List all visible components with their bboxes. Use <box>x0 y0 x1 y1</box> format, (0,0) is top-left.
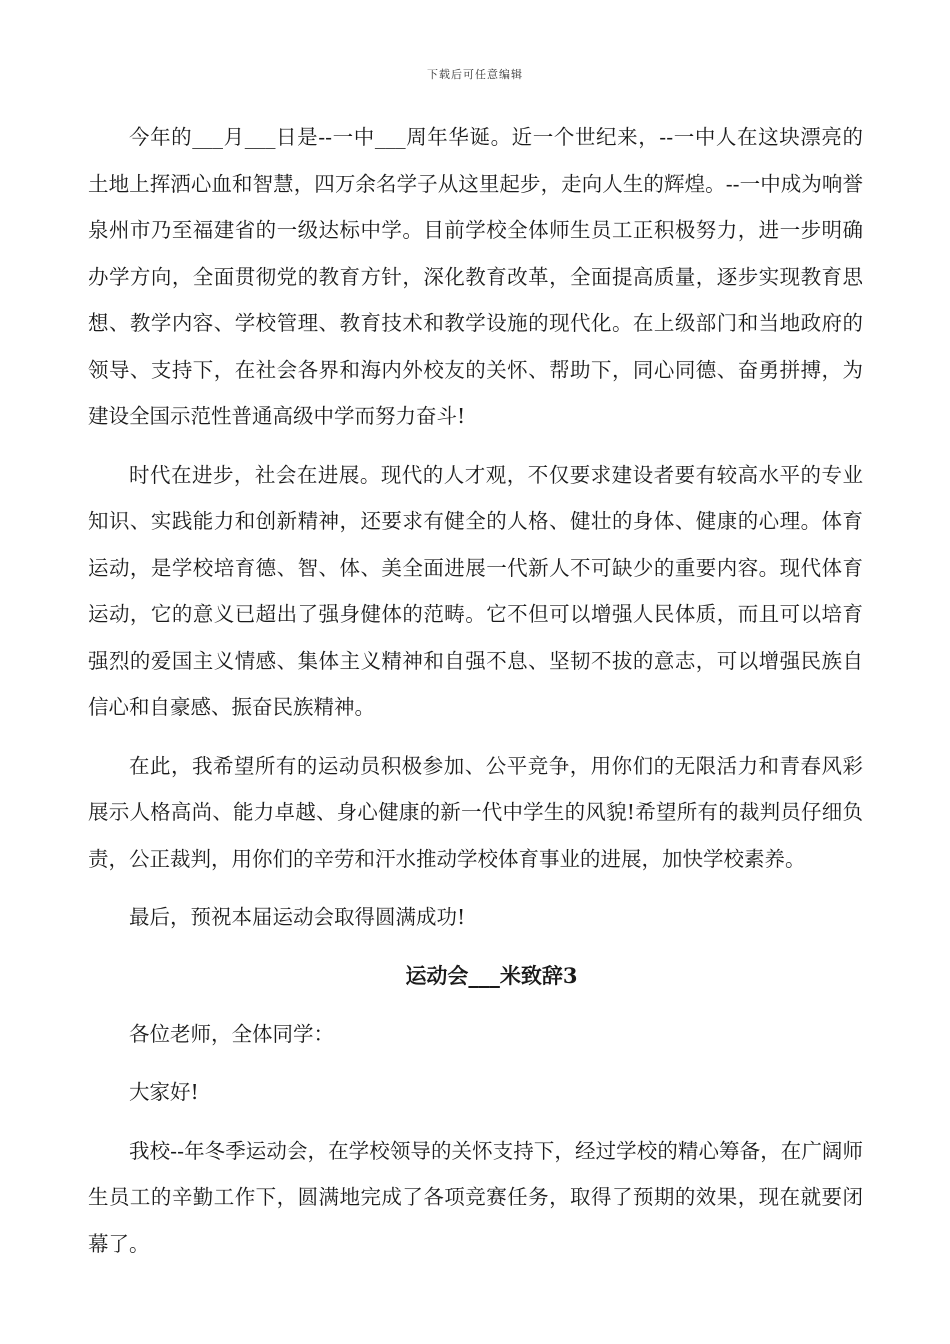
paragraph-greeting: 大家好! <box>129 1080 199 1104</box>
section-heading: 运动会___米致辞3 <box>405 962 578 988</box>
document-body <box>88 114 863 1267</box>
paragraph-salutation: 各位老师，全体同学： <box>129 1021 334 1046</box>
paragraph-closing-wish: 最后，预祝本届运动会取得圆满成功! <box>129 905 466 929</box>
paragraph-gap <box>88 882 863 894</box>
paragraph-hope: 在此，我希望所有的运动员积极参加、公平竞争，用你们的无限活力和青春风彩展示人格高尚、能力卓越、身心健康的新一代中学生的风貌!希望所有的裁判员仔细负责，公正裁判，用你们的辛劳和汗水推动学校体育事业的进展，加快学校素养。 <box>88 753 863 871</box>
paragraph-gap <box>88 1057 863 1069</box>
paragraph-gap <box>88 941 863 953</box>
paragraph-gap <box>88 731 863 743</box>
paragraph-gap <box>88 999 863 1011</box>
paragraph-anniversary: 今年的___月___日是--一中___周年华诞。近一个世纪来，--一中人在这块漂亮的土地上挥洒心血和智慧，四万余名学子从这里起步，走向人生的辉煌。--一中成为响誉泉州市乃至福建省的一级达标中学。目前学校全体师生员工正积极努力，进一步明确办学方向，全面贯彻党的教育方针，深化教育改革，全面提高质量，逐步实现教育思想、教学内容、学校管理、教育技术和教学设施的现代化。在上级部门和当地政府的领导、支持下，在社会各界和海内外校友的关怀、帮助下，同心同德、奋勇拼搏，为建设全国示范性普通高级中学而努力奋斗! <box>88 125 863 428</box>
paragraph-times: 时代在进步，社会在进展。现代的人才观，不仅要求建设者要有较高水平的专业知识、实践能力和创新精神，还要求有健全的人格、健壮的身体、健康的心理。体育运动，是学校培育德、智、体、美全面进展一代新人不可缺少的重要内容。现代体育运动，它的意义已超出了强身健体的范畴。它不但可以增强人民体质，而且可以培育强烈的爱国主义情感、集体主义精神和自强不息、坚韧不拔的意志，可以增强民族自信心和自豪感、振奋民族精神。 <box>88 462 863 719</box>
paragraph-gap <box>88 440 863 452</box>
paragraph-gap <box>88 1116 863 1128</box>
paragraph-meet-summary: 我校--年冬季运动会，在学校领导的关怀支持下，经过学校的精心筹备，在广阔师生员工的辛勤工作下，圆满地完成了各项竞赛任务，取得了预期的效果，现在就要闭幕了。 <box>88 1138 863 1256</box>
header-note: 下载后可任意编辑 <box>427 68 523 81</box>
